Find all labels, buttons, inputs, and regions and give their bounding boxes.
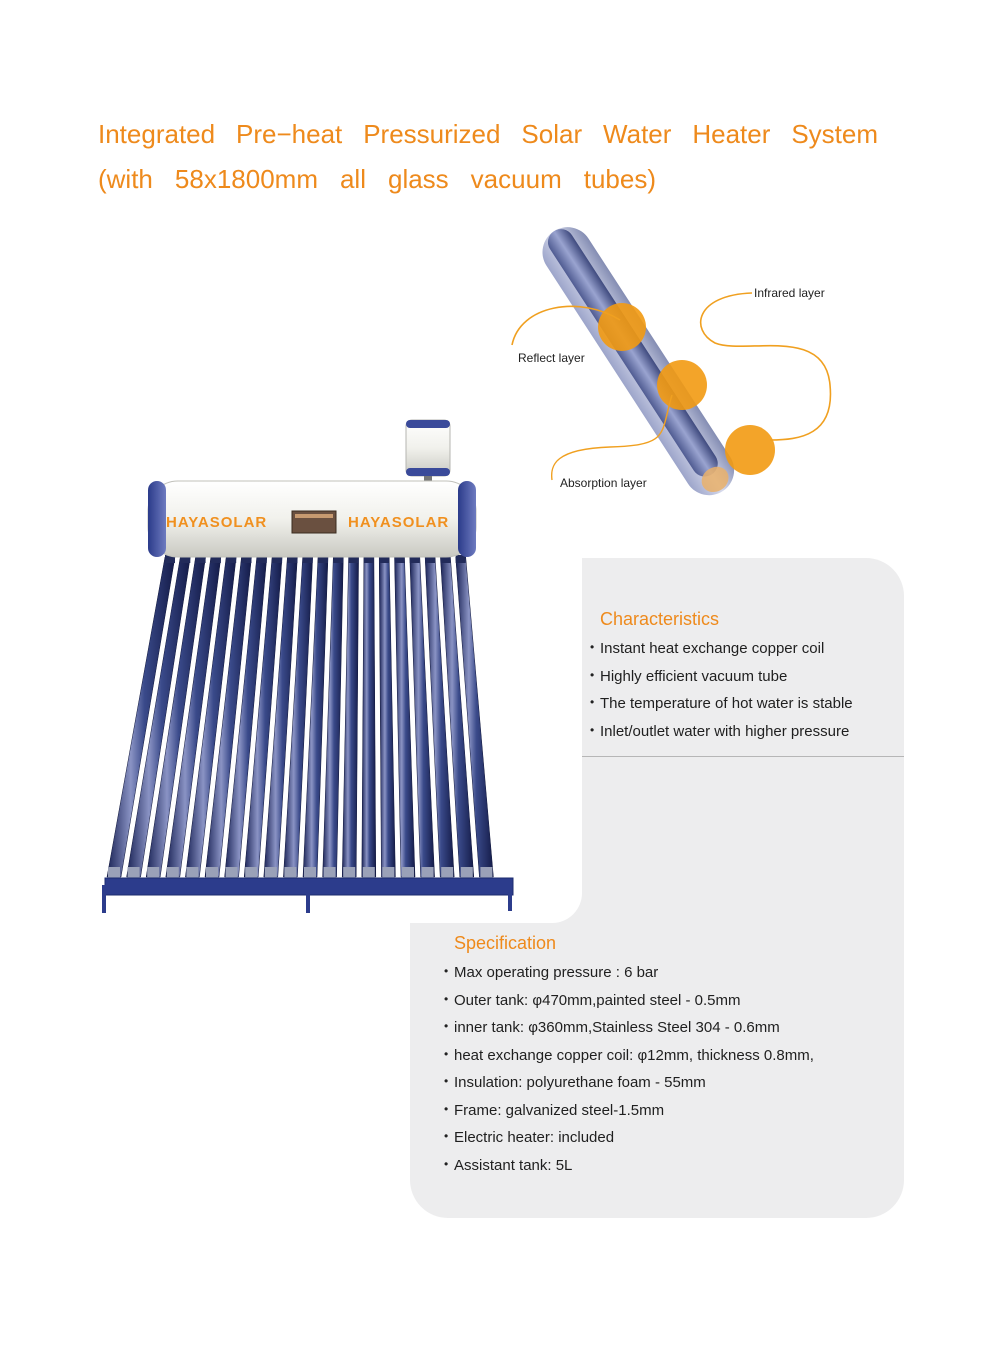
tube-end-cap [265, 867, 277, 879]
tube-end-cap [461, 867, 473, 879]
tube-end-cap [382, 867, 394, 879]
characteristics-heading: Characteristics [600, 609, 720, 629]
brand-logo-right: HAYASOLAR [348, 514, 450, 531]
title-line-2: (with 58x1800mm all glass vacuum tubes) [98, 164, 656, 194]
tube-end-cap [284, 867, 296, 879]
list-item: • inner tank: φ360mm,Stainless Steel 304 - 0.6mm [444, 1014, 814, 1042]
tube-end-cap [108, 867, 120, 879]
absorption-layer-marker [657, 360, 707, 410]
tube-end-cap [480, 867, 492, 879]
absorption-layer-label: Absorption layer [560, 476, 647, 490]
vacuum-tubes [107, 555, 493, 879]
tube-end-cap [304, 867, 316, 879]
tube-end-cap [128, 867, 140, 879]
list-item: • Insulation: polyurethane foam - 55mm [444, 1069, 814, 1097]
list-item: • Electric heater: included [444, 1124, 814, 1152]
vacuum-tube [362, 557, 376, 877]
infrared-leader-line [701, 293, 831, 440]
assistant-tank [406, 420, 450, 484]
tube-end-cap [206, 867, 218, 879]
reflect-layer-marker [598, 303, 646, 351]
list-item: • Frame: galvanized steel-1.5mm [444, 1097, 814, 1125]
tube-end-cap [343, 867, 355, 879]
title-line-1: Integrated Pre−heat Pressurized Solar Water Heater System [98, 119, 878, 149]
page-title [98, 112, 878, 202]
characteristics-list [590, 635, 853, 745]
tube-end-cap [402, 867, 414, 879]
tube-end-cap [186, 867, 198, 879]
vacuum-tube [379, 557, 395, 877]
list-item: • Max operating pressure : 6 bar [444, 959, 814, 987]
tank-end-cap-left [148, 481, 166, 557]
brand-logo-left: HAYASOLAR [166, 514, 268, 531]
tube-end-cap [245, 867, 257, 879]
reflect-layer-label: Reflect layer [518, 351, 585, 365]
tube-end-cap [324, 867, 336, 879]
vacuum-tube-diagram [500, 225, 860, 525]
tube-end-cap [167, 867, 179, 879]
vacuum-tube [342, 557, 358, 877]
infrared-layer-label: Infrared layer [754, 286, 825, 300]
infrared-layer-marker [725, 425, 775, 475]
list-item: • Highly efficient vacuum tube [590, 663, 853, 691]
section-divider [582, 756, 904, 757]
tube-end-cap [422, 867, 434, 879]
tube-end-cap [441, 867, 453, 879]
tank-end-cap-right [458, 481, 476, 557]
list-item: • Instant heat exchange copper coil [590, 635, 853, 663]
list-item: • heat exchange copper coil: φ12mm, thickness 0.8mm, [444, 1042, 814, 1070]
tube-end-cap [226, 867, 238, 879]
tube-end-cap [363, 867, 375, 879]
specification-list [444, 959, 814, 1179]
solar-water-heater-image [100, 415, 520, 920]
specification-heading: Specification [454, 933, 557, 953]
bottom-frame [105, 878, 513, 895]
list-item: • Inlet/outlet water with higher pressure [590, 718, 853, 746]
list-item: • Assistant tank: 5L [444, 1152, 814, 1180]
list-item: • The temperature of hot water is stable [590, 690, 853, 718]
tube-end-cap [147, 867, 159, 879]
list-item: • Outer tank: φ470mm,painted steel - 0.5mm [444, 987, 814, 1015]
